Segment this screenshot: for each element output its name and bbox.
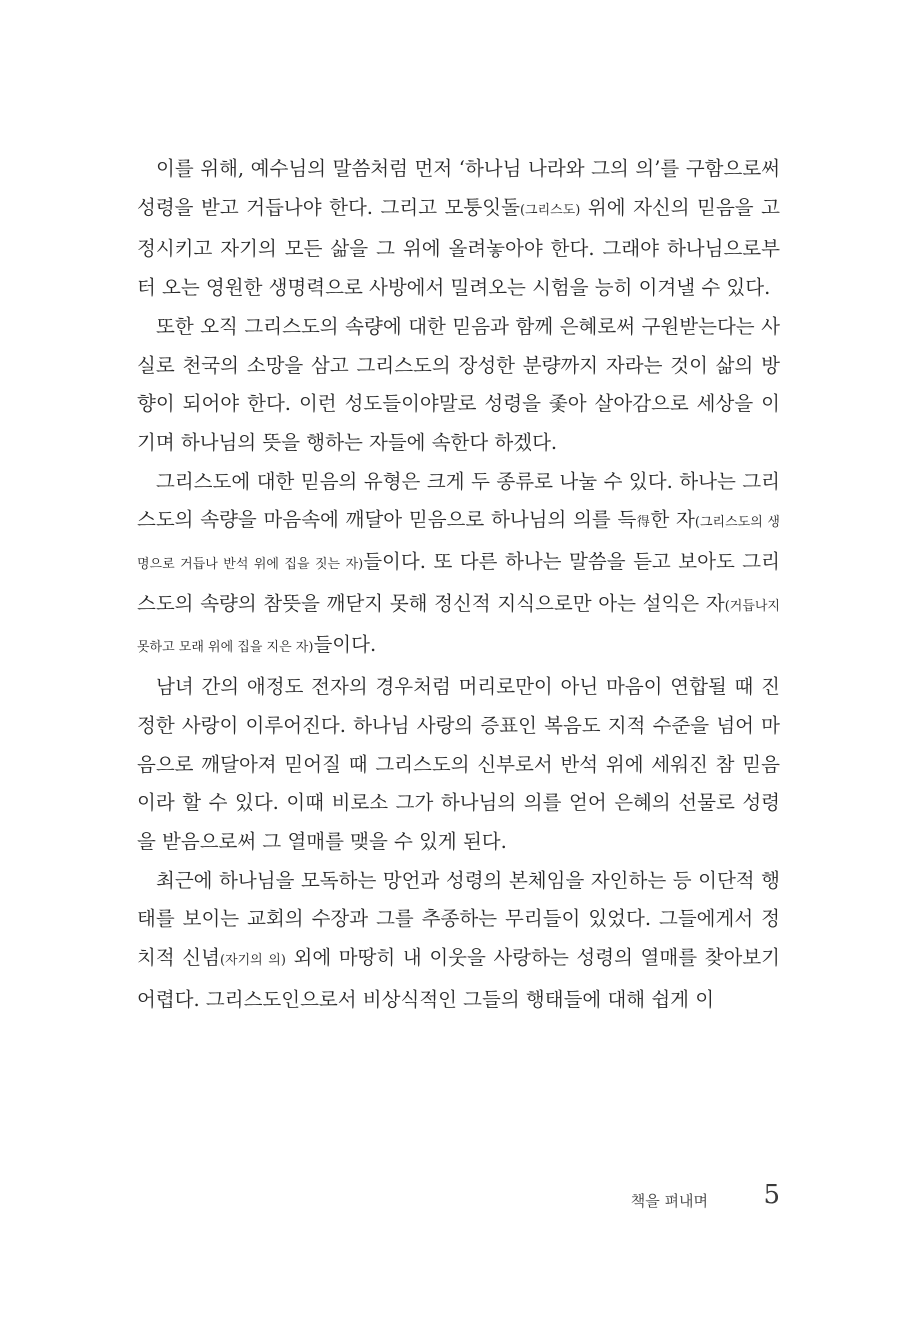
text-span: 또한 오직 그리스도의 속량에 대한 믿음과 함께 은혜로써 구원받는다는 사실로 천국의 소망을 삼고 그리스도의 장성한 분량까지 자라는 것이 삶의 방향이 되어야 한다. 이런 성도들이야말로 성령을 좇아 살아감으로 세상을 이기며 하나님의 뜻을 행하는 자들에 속한다 하겠다. <box>137 314 780 454</box>
text-span: 최근에 하나님을 모독하는 망언과 성령의 본체임을 자인하는 등 이단적 행태를 보이는 교회의 수장과 그를 추종하는 무리들이 있었다. 그들에게서 정치적 신념 <box>137 868 780 970</box>
paragraph <box>137 150 780 308</box>
annotation-span: (거듭나지 못하고 모래 위에 집을 지은 자) <box>137 598 780 656</box>
page-footer <box>0 1180 780 1220</box>
paragraph <box>137 463 780 669</box>
text-span: 들이다. 또 다른 하나는 말씀을 듣고 보아도 그리스도의 속량의 참뜻을 깨닫지 못해 정신적 지식으로만 아는 설익은 자 <box>137 550 780 615</box>
text-span: 위에 자신의 믿음을 고정시키고 자기의 모든 삶을 그 위에 올려놓아야 한다. 그래야 하나님으로부터 오는 영원한 생명력으로 사방에서 밀려오는 시험을 능히 이겨낼 수 있다. <box>137 195 780 300</box>
text-span: 그리스도에 대한 믿음의 유형은 크게 두 종류로 나눌 수 있다. 하나는 그리스도의 속량을 마음속에 깨달아 믿음으로 하나님의 의를 득 <box>137 469 780 532</box>
text-span: 외에 마땅히 내 이웃을 사랑하는 성령의 열매를 찾아보기 어렵다. 그리스도인으로서 비상식적인 그들의 행태들에 대해 쉽게 이 <box>137 946 781 1011</box>
text-span: 이를 위해, 예수님의 말씀처럼 먼저 ‘하나님 나라와 그의 의’를 구함으로써 성령을 받고 거듭나야 한다. 그리고 모퉁잇돌 <box>137 157 780 219</box>
annotation-span: (자기의 의) <box>219 953 286 969</box>
page-number: 5 <box>763 1180 780 1210</box>
text-span: 남녀 간의 애정도 전자의 경우처럼 머리로만이 아닌 마음이 연합될 때 진정한 사랑이 이루어진다. 하나님 사랑의 증표인 복음도 지적 수준을 넘어 마음으로 깨달아져 믿어질 때 그리스도의 신부로서 반석 위에 세워진 참 믿음이라 할 수 있다. 이때 비로소 그가 하나님의 의를 얻어 은혜의 선물로 성령을 받음으로써 그 열매를 맺을 수 있게 된다. <box>137 675 780 853</box>
text-span: 한 자 <box>650 508 695 532</box>
paragraph <box>137 668 780 862</box>
body-text <box>137 150 780 1019</box>
annotation-span: 得 <box>636 515 651 531</box>
annotation-span: (그리스도) <box>519 202 581 218</box>
paragraph <box>137 862 780 1020</box>
text-span: 들이다. <box>313 633 377 657</box>
running-header-chapter-title: 책을 펴내며 <box>630 1192 708 1210</box>
paragraph <box>137 308 780 463</box>
annotation-span: (그리스도의 생명으로 거듭나 반석 위에 집을 짓는 자) <box>137 515 780 573</box>
